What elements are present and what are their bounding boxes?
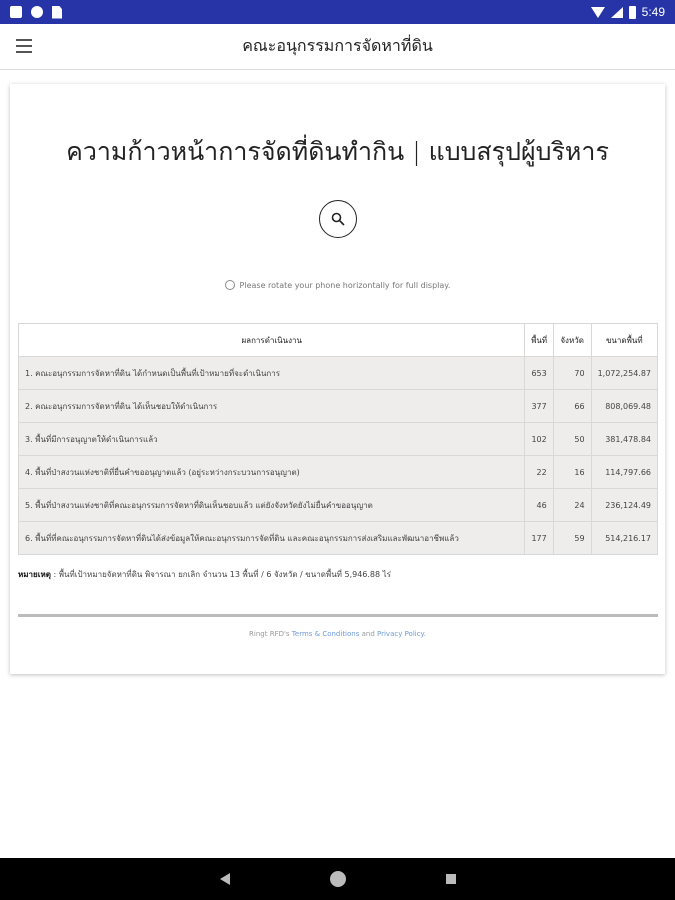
row-province: 16: [553, 456, 591, 489]
header-province: จังหวัด: [553, 324, 591, 357]
row-size: 514,216.17: [591, 522, 657, 555]
row-province: 59: [553, 522, 591, 555]
remark-note: [18, 568, 658, 581]
page-title: ความก้าวหน้าการจัดที่ดินทำกิน | แบบสรุปผู้บริหาร: [66, 137, 609, 166]
status-time: 5:49: [641, 5, 665, 19]
home-icon[interactable]: [330, 871, 346, 887]
search-icon: [331, 212, 345, 226]
status-bar: [0, 0, 675, 24]
terms-link[interactable]: Terms & Conditions: [291, 630, 360, 638]
table-row: [19, 357, 658, 390]
content-card: [10, 84, 665, 674]
row-province: 24: [553, 489, 591, 522]
row-area-count: 46: [525, 489, 553, 522]
table-row: [19, 456, 658, 489]
back-icon[interactable]: [220, 873, 230, 885]
notification-circle-icon: [31, 6, 43, 18]
header-result: ผลการดำเนินงาน: [19, 324, 525, 357]
navigation-bar: [0, 858, 675, 900]
rotate-note: [10, 280, 665, 290]
rotate-phone-icon: [225, 280, 235, 290]
row-description: 3. พื้นที่มีการอนุญาตให้ดำเนินการแล้ว: [19, 423, 525, 456]
footer-prefix: Ringt RFD's: [249, 630, 292, 638]
row-description: 5. พื้นที่ป่าสงวนแห่งชาติที่คณะอนุกรรมการจัดหาที่ดินเห็นชอบแล้ว แต่ยังจังหวัดยังไม่ยื่นคำขออนุญาต: [19, 489, 525, 522]
footer-divider: [18, 614, 658, 617]
table-row: [19, 423, 658, 456]
rotate-note-text: Please rotate your phone horizontally for full display.: [239, 280, 451, 290]
row-area-count: 102: [525, 423, 553, 456]
footer-suffix: .: [423, 630, 426, 638]
header-area-count: พื้นที่: [525, 324, 553, 357]
recent-apps-icon[interactable]: [446, 874, 456, 884]
remark-text: : พื้นที่เป้าหมายจัดหาที่ดิน พิจารณา ยกเลิก จำนวน 13 พื้นที่ / 6 จังหวัด / ขนาดพื้นที่ 5,946.88 ไร่: [50, 570, 391, 579]
row-area-count: 22: [525, 456, 553, 489]
header-size: ขนาดพื้นที่: [591, 324, 657, 357]
row-area-count: 177: [525, 522, 553, 555]
table-header-row: [19, 324, 658, 357]
wifi-icon: [591, 7, 605, 18]
summary-table: [18, 323, 658, 555]
row-area-count: 653: [525, 357, 553, 390]
app-bar: [0, 24, 675, 70]
footer: [10, 630, 665, 638]
row-area-count: 377: [525, 390, 553, 423]
row-size: 114,797.66: [591, 456, 657, 489]
table-row: [19, 390, 658, 423]
table-row: [19, 489, 658, 522]
row-description: 2. คณะอนุกรรมการจัดหาที่ดิน ได้เห็นชอบให้ดำเนินการ: [19, 390, 525, 423]
notification-a-icon: [10, 6, 22, 18]
row-size: 381,478.84: [591, 423, 657, 456]
signal-icon: [611, 7, 623, 18]
row-province: 66: [553, 390, 591, 423]
notification-sd-icon: [52, 6, 62, 19]
table-row: [19, 522, 658, 555]
remark-label: หมายเหตุ: [18, 570, 51, 579]
footer-and: and: [359, 630, 377, 638]
hamburger-menu-icon[interactable]: [16, 39, 32, 53]
app-title: คณะอนุกรรมการจัดหาที่ดิน: [242, 36, 433, 55]
row-description: 6. พื้นที่ที่คณะอนุกรรมการจัดหาที่ดินได้ส่งข้อมูลให้คณะอนุกรรมการจัดที่ดิน และคณะอนุกรรมการส่งเสริมและพัฒนาอาชีพแล้ว: [19, 522, 525, 555]
row-size: 1,072,254.87: [591, 357, 657, 390]
row-description: 4. พื้นที่ป่าสงวนแห่งชาติที่ยื่นคำขออนุญาตแล้ว (อยู่ระหว่างกระบวนการอนุญาต): [19, 456, 525, 489]
row-size: 236,124.49: [591, 489, 657, 522]
row-province: 70: [553, 357, 591, 390]
row-province: 50: [553, 423, 591, 456]
battery-icon: [629, 6, 636, 19]
search-button[interactable]: [319, 200, 357, 238]
row-size: 808,069.48: [591, 390, 657, 423]
privacy-link[interactable]: Privacy Policy: [377, 630, 424, 638]
row-description: 1. คณะอนุกรรมการจัดหาที่ดิน ได้กำหนดเป็นพื้นที่เป้าหมายที่จะดำเนินการ: [19, 357, 525, 390]
